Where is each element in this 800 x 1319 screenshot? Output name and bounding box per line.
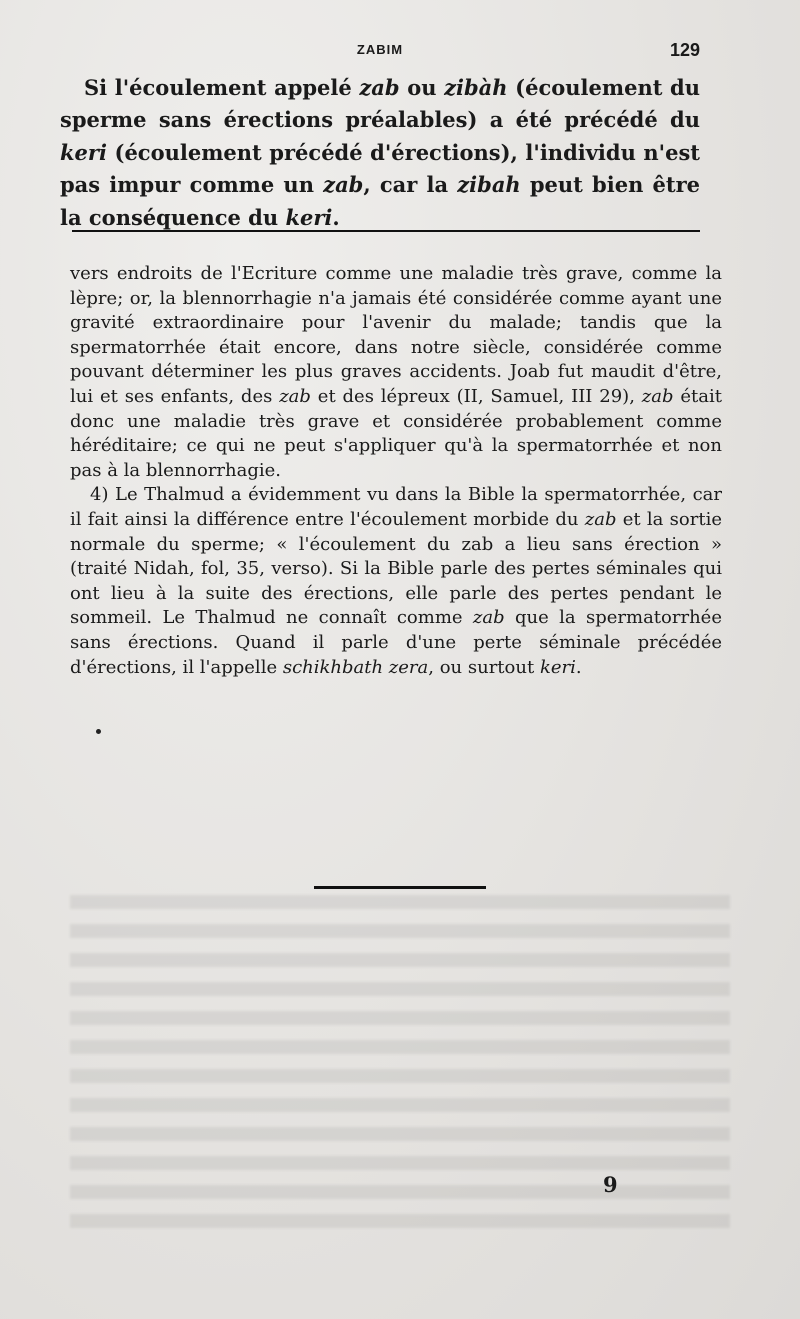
ink-speck xyxy=(96,729,101,734)
text-run: et la sortie normale du sperme; « l'écoulement du zab a lieu sans érection » (traité Nidah, fol, 35, verso). Si la Bible parle des pertes séminales qui ont lieu à la suite des érections, elle parle des pertes pendant le sommeil. Le Thalmud ne connaît comme xyxy=(70,508,722,629)
italic-term: zibah xyxy=(457,172,521,198)
italic-term: keri xyxy=(60,139,107,165)
italic-term: schikhbath zera xyxy=(282,656,429,678)
main-paragraph xyxy=(60,72,700,234)
text-run: , ou surtout xyxy=(428,656,540,678)
text-run: peut bien être la conséquence du xyxy=(60,172,700,230)
italic-term: zab xyxy=(359,75,400,100)
italic-term: keri xyxy=(285,204,333,230)
footnote-4 xyxy=(70,483,722,680)
italic-term: zab xyxy=(641,385,674,407)
text-run: vers endroits de l'Ecriture comme une maladie très grave, comme la lèpre; or, la blennorrhagie n'a jamais été considérée comme ayant une gravité extraordinaire pour l'avenir du malade; tandis que la spermatorrhée était encore, dans notre siècle, considérée comme pouvant déterminer les plus graves accidents. Joab fut maudit d'être, lui et ses enfants, des xyxy=(70,263,722,407)
italic-term: zab xyxy=(323,172,364,198)
text-run: était donc une maladie très grave et considérée probablement comme héréditaire; ce qui ne peut s'appliquer qu'à la spermatorrhée et non pas à la blennorrhagie. xyxy=(70,385,722,481)
page-number: 129 xyxy=(669,40,700,60)
end-rule xyxy=(314,886,486,889)
text-run: ou xyxy=(399,75,445,100)
text-run: et des lépreux (II, Samuel, III 29), xyxy=(310,385,642,407)
running-head: ZABIM xyxy=(356,42,404,57)
footnote-continued xyxy=(70,262,722,483)
signature-mark: 9 xyxy=(603,1172,618,1197)
page-header xyxy=(60,42,700,64)
italic-term: zab xyxy=(472,607,505,629)
text-run: (écoulement précédé d'érections), l'individu n'est pas impur comme un xyxy=(60,139,700,198)
italic-term: zab xyxy=(279,385,311,407)
text-run: Si l'écoulement appelé xyxy=(84,75,360,100)
text-run: . xyxy=(575,656,582,678)
italic-term: zibàh xyxy=(444,75,508,100)
text-run: , car la xyxy=(363,172,458,198)
text-run: . xyxy=(332,204,340,230)
text-run: que la spermatorrhée sans érections. Quand il parle d'une perte séminale précédée d'érections, il l'appelle xyxy=(70,607,722,678)
separator-rule xyxy=(72,230,700,232)
footnotes xyxy=(70,262,722,680)
show-through-text xyxy=(70,880,730,1260)
italic-term: keri xyxy=(539,656,576,678)
italic-term: zab xyxy=(584,508,617,530)
text-run: (écoulement du sperme sans érections préalables) a été précédé du xyxy=(60,75,700,133)
text-run: 4) Le Thalmud a évidemment vu dans la Bible la spermatorrhée, car il fait ainsi la différence entre l'écoulement morbide du xyxy=(70,484,722,530)
